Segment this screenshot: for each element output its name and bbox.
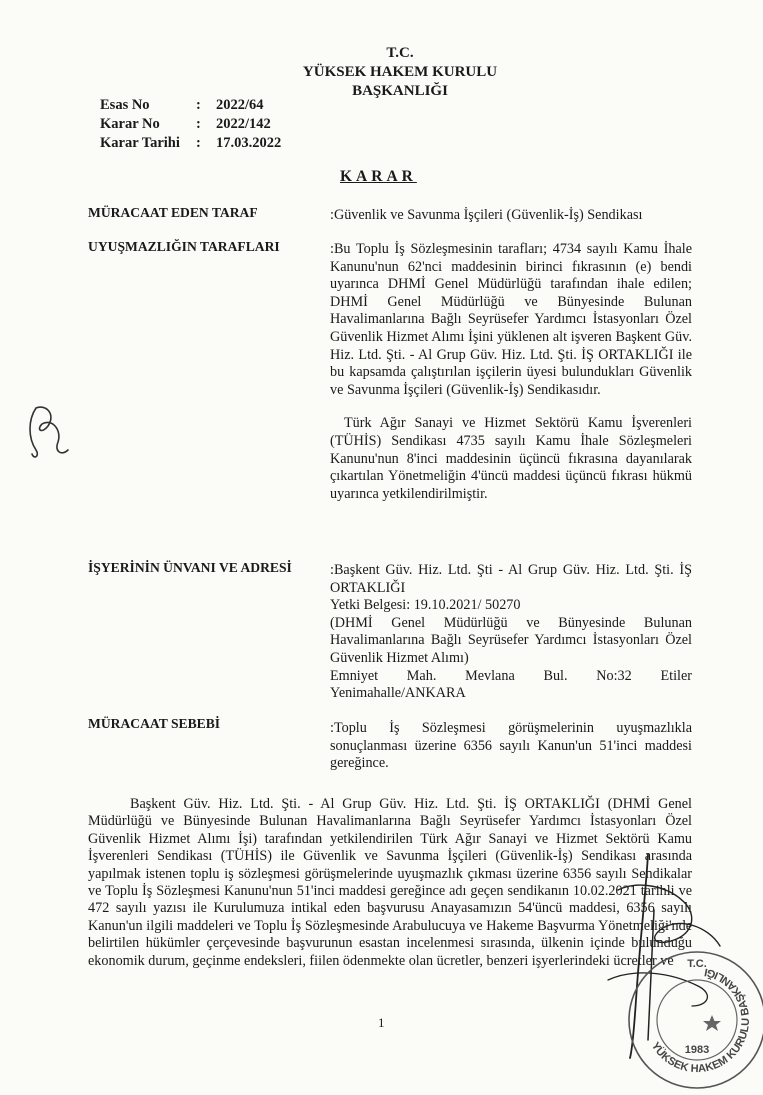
handwritten-initial-mark [22, 400, 74, 464]
isyeri-label: İŞYERİNİN ÜNVANI VE ADRESİ [88, 560, 292, 575]
tarih-value: 17.03.2022 [216, 135, 282, 151]
official-seal [622, 945, 763, 1095]
isyeri-name: :Başkent Güv. Hiz. Ltd. Şti - Al Grup Güv. Hiz. Ltd. Şti. İŞ ORTAKLIĞI [330, 562, 692, 596]
seal-ring-text: YÜKSEK HAKEM KURULU BAŞKANLIĞI [648, 965, 753, 1076]
uyusmazlik-para-2: Türk Ağır Sanayi ve Hizmet Sektörü Kamu İşverenleri (TÜHİS) Sendikası 4735 sayılı Kamu İhale Sözleşmeleri Kanunu'nun 8'inci maddesinin üçüncü fıkrasına dayanılarak çıkartılan Yönetmeliğin 4'üncü maddesi üçüncü fıkrası hükmü uyarınca yetkilendirilmiştir. [330, 415, 692, 502]
isyeri-scope: (DHMİ Genel Müdürlüğü ve Bünyesinde Bulunan Havalimanlarına Bağlı Seyrüsefer Yardımcı İstasyonları Özel Güvenlik Hizmet Alımı) [330, 614, 692, 666]
case-metadata [100, 96, 281, 153]
document-header [250, 44, 550, 101]
page-number: 1 [378, 1015, 385, 1030]
isyeri-yetki-belgesi: Yetki Belgesi: 19.10.2021/ 50270 [330, 597, 521, 614]
seal-year: 1983 [684, 1044, 710, 1056]
decision-title: KARAR [340, 168, 417, 185]
muracaat-eden-label: MÜRACAAT EDEN TARAF [88, 205, 258, 220]
uyusmazlik-para-1: :Bu Toplu İş Sözleşmesinin tarafları; 4734 sayılı Kamu İhale Kanunu'nun 62'nci maddesinin birinci fıkrasının (e) bendi uyarınca DHMİ Genel Müdürlüğü tarafından ihale edilen; DHMİ Genel Müdürlüğü ve Bünyesinde Bulunan Havalimanlarına Bağlı Seyrüsefer Yardımcı İstasyonları Özel Güvenlik Hizmet Alımı İşini yüklenen alt işveren Başkent Güv. Hiz. Ltd. Şti. - Al Grup Güv. Hiz. Ltd. Şti. İŞ ORTAKLIĞI ile bu kapsamda çalıştırılan işçilerin üyesi bulundukları Güvenlik ve Savunma İşçileri (Güvenlik-İş) Sendikasıdır. [330, 241, 692, 398]
sebep-label: MÜRACAAT SEBEBİ [88, 716, 221, 731]
seal-top-text: T.C. [687, 958, 707, 970]
karar-colon: : [196, 116, 201, 132]
isyeri-address: Emniyet Mah. Mevlana Bul. No:32 Etiler Yenimahalle/ANKARA [330, 667, 692, 702]
muracaat-eden-value: :Güvenlik ve Savunma İşçileri (Güvenlik-İş) Sendikası [330, 207, 643, 223]
sebep-value: :Toplu İş Sözleşmesi görüşmelerinin uyuşmazlıkla sonuçlanması üzerine 6356 sayılı Kanun'un 51'inci maddesi gereğince. [330, 720, 692, 772]
tarih-colon: : [196, 135, 201, 151]
header-institution: YÜKSEK HAKEM KURULU [302, 64, 498, 80]
karar-value: 2022/142 [216, 116, 271, 132]
crescent-icon [681, 1007, 708, 1038]
esas-value: 2022/64 [216, 97, 264, 113]
tarih-row [100, 134, 281, 153]
uyusmazlik-label: UYUŞMAZLIĞIN TARAFLARI [88, 239, 280, 254]
uyusmazlik-value [330, 241, 692, 503]
isyeri-value [330, 562, 692, 703]
esas-colon: : [196, 97, 201, 113]
karar-row [100, 115, 281, 134]
star-icon [703, 1015, 721, 1031]
header-tc: T.C. [386, 45, 414, 61]
header-department: BAŞKANLIĞI [352, 83, 448, 99]
tarih-label: Karar Tarihi [100, 135, 180, 151]
karar-label: Karar No [100, 116, 160, 132]
esas-row [100, 96, 281, 115]
decision-body-paragraph: Başkent Güv. Hiz. Ltd. Şti. - Al Grup Güv. Hiz. Ltd. Şti. İŞ ORTAKLIĞI (DHMİ Genel Müdürlüğü ve Bünyesinde Bulunan Havalimanlarına Bağlı Seyrüsefer Yardımcı İstasyonları Özel Güvenlik Hizmet Alımı İşi) tarafından yetkilendirilen Türk Ağır Sanayi ve Hizmet Sektörü Kamu İşverenleri Sendikası (TÜHİS) ile Güvenlik ve Savunma İşçileri (Güvenlik-İş) Sendikası arasında yapılmak istenen toplu iş sözleşmesi görüşmelerinde uyuşmazlık çıkması üzerine 6356 sayılı Sendikalar ve Toplu İş Sözleşmesi Kanunu'nun 51'inci maddesi gereğince adı geçen sendikanın 10.02.2021 tarihli ve 472 sayılı yazısı ile Kurulumuza intikal eden başvurusu Anayasamızın 54'üncü maddesi, 6356 sayılı Kanun'un ilgili maddeleri ve Toplu İş Sözleşmesinde Arabulucuya ve Hakeme Başvurma Yönetmeliği'nde belirtilen hükümler çerçevesinde başvurunun esastan incelenmesi sırasında, ülkenin içinde bulunduğu ekonomik durum, geçinme endeksleri, fiilen ödenmekte olan ücretler, benzeri işyerlerindeki ücretler ve [88, 796, 692, 969]
esas-label: Esas No [100, 97, 150, 113]
